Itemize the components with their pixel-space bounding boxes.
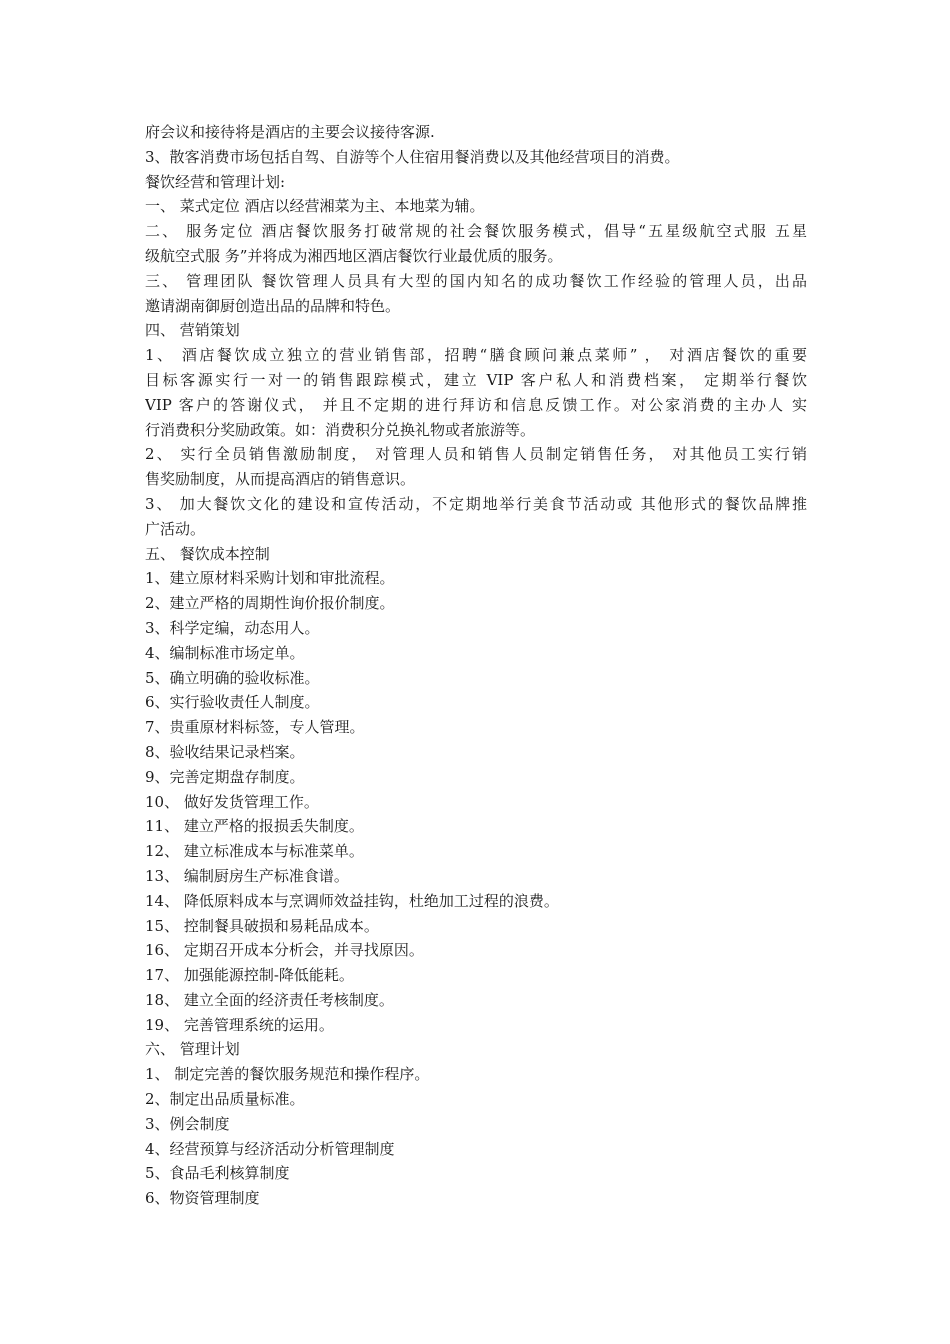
list-item: 17、 加强能源控制-降低能耗。 (145, 966, 354, 985)
text-line: 行消费积分奖励政策。如：消费积分兑换礼物或者旅游等。 (145, 420, 536, 439)
text-line: 广活动。 (145, 519, 206, 538)
section-heading: 五、 餐饮成本控制 (145, 544, 270, 563)
text-line: 二、 服务定位 酒店餐饮服务打破常规的社会餐饮服务模式，倡导“五星级航空式服 五星 (145, 222, 807, 241)
section-heading: 餐饮经营和管理计划: (145, 172, 286, 191)
list-item: 8、验收结果记录档案。 (145, 742, 305, 761)
text-line: 三、 管理团队 餐饮管理人员具有大型的国内知名的成功餐饮工作经验的管理人员，出品 (145, 271, 807, 290)
list-item: 2、制定出品质量标准。 (145, 1090, 305, 1109)
list-item: 18、 建立全面的经济责任考核制度。 (145, 990, 394, 1009)
section-heading: 六、 管理计划 (145, 1040, 240, 1059)
list-item: 13、 编制厨房生产标准食谱。 (145, 866, 349, 885)
list-item: 11、 建立严格的报损丢失制度。 (145, 817, 364, 836)
document-body (145, 120, 807, 1211)
list-item: 2、建立严格的周期性询价报价制度。 (145, 594, 395, 613)
text-line: 一、 菜式定位 酒店以经营湘菜为主、本地菜为辅。 (145, 197, 485, 216)
list-item: 4、经营预算与经济活动分析管理制度 (145, 1139, 395, 1158)
list-item: 6、实行验收责任人制度。 (145, 693, 320, 712)
list-item: 15、 控制餐具破损和易耗品成本。 (145, 916, 379, 935)
list-item: 4、编制标准市场定单。 (145, 643, 305, 662)
list-item: 5、确立明确的验收标准。 (145, 668, 320, 687)
list-item: 9、完善定期盘存制度。 (145, 767, 305, 786)
text-line: 1、 酒店餐饮成立独立的营业销售部，招聘“膳食顾问兼点菜师” ， 对酒店餐饮的重要 (145, 346, 807, 365)
list-item: 7、贵重原材料标签，专人管理。 (145, 718, 365, 737)
list-item: 14、 降低原料成本与烹调师效益挂钩，杜绝加工过程的浪费。 (145, 891, 559, 910)
list-item: 16、 定期召开成本分析会，并寻找原因。 (145, 941, 424, 960)
text-line: 级航空式服 务”并将成为湘西地区酒店餐饮行业最优质的服务。 (145, 246, 563, 265)
section-heading: 四、 营销策划 (145, 321, 240, 340)
list-item: 12、 建立标准成本与标准菜单。 (145, 842, 364, 861)
text-line: 目标客源实行一对一的销售跟踪模式，建立 VIP 客户私人和消费档案， 定期举行餐饮 (145, 370, 807, 389)
text-line: 3、散客消费市场包括自驾、自游等个人住宿用餐消费以及其他经营项目的消费。 (145, 147, 680, 166)
list-item: 5、食品毛利核算制度 (145, 1164, 290, 1183)
text-line: 邀请湖南御厨创造出品的品牌和特色。 (145, 296, 401, 315)
text-line: 2、 实行全员销售激励制度， 对管理人员和销售人员制定销售任务， 对其他员工实行销 (145, 445, 807, 464)
list-item: 3、科学定编，动态用人。 (145, 618, 320, 637)
text-line: VIP 客户的答谢仪式， 并且不定期的进行拜访和信息反馈工作。对公家消费的主办人 实 (145, 395, 807, 414)
list-item: 1、建立原材料采购计划和审批流程。 (145, 569, 395, 588)
list-item: 1、 制定完善的餐饮服务规范和操作程序。 (145, 1065, 430, 1084)
list-item: 3、例会制度 (145, 1114, 230, 1133)
list-item: 6、物资管理制度 (145, 1189, 260, 1208)
text-line: 府会议和接待将是酒店的主要会议接待客源. (145, 123, 435, 141)
list-item: 19、 完善管理系统的运用。 (145, 1015, 334, 1034)
list-item: 10、 做好发货管理工作。 (145, 792, 319, 811)
text-line: 3、 加大餐饮文化的建设和宣传活动，不定期地举行美食节活动或 其他形式的餐饮品牌推 (145, 494, 807, 513)
text-line: 售奖励制度，从而提高酒店的销售意识。 (145, 470, 416, 489)
